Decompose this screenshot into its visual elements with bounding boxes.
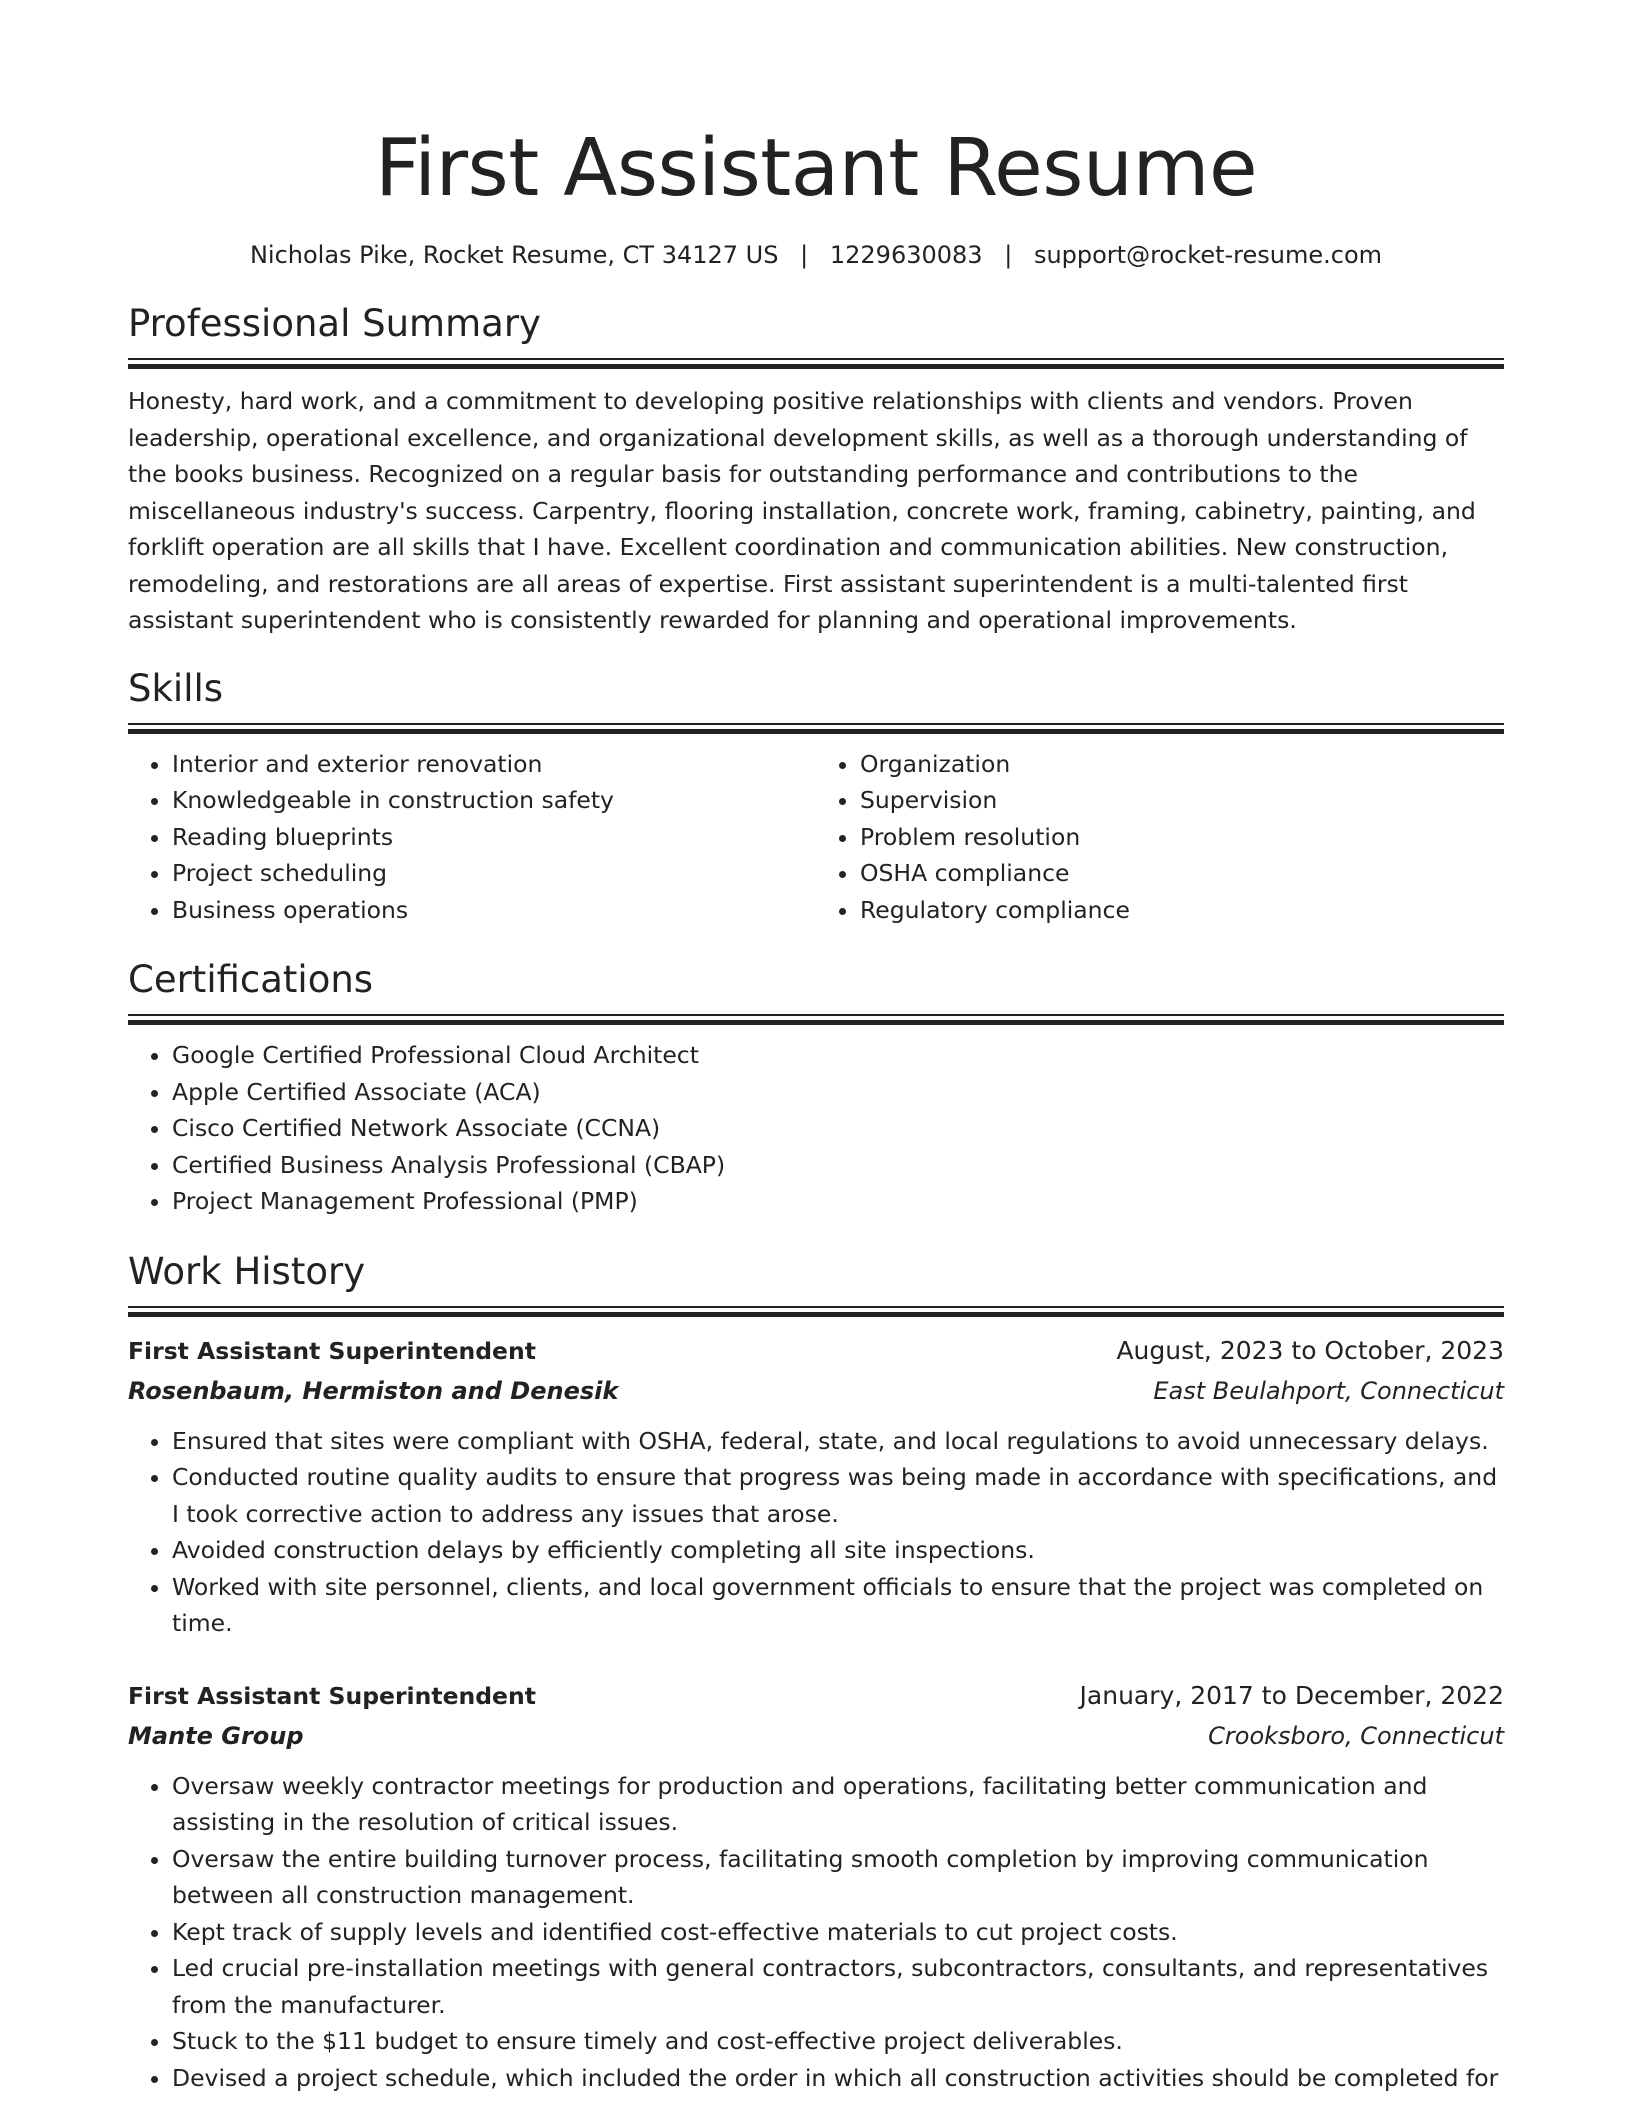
job-bullet: • Led crucial pre-installation meetings with general contractors, subcontractors, consultants, and representatives from the manufacturer. (172, 1950, 1504, 2023)
job-dates: January, 2017 to December, 2022 (1079, 1680, 1504, 1710)
job-bullet: • Stuck to the $11 budget to ensure timely and cost-effective project deliverables. (172, 2023, 1504, 2060)
certification-item: • Cisco Certified Network Associate (CCNA) (172, 1110, 1504, 1147)
certification-item: • Google Certified Professional Cloud Architect (172, 1037, 1504, 1074)
skill-item: • OSHA compliance (860, 855, 1504, 892)
job-company: Mante Group (128, 1721, 304, 1750)
page-title: First Assistant Resume (374, 122, 1258, 214)
skill-item: • Project scheduling (172, 855, 816, 892)
certifications-heading: Certifications (128, 958, 374, 1001)
skill-item: • Supervision (860, 782, 1504, 819)
job-entry (128, 1676, 1504, 2097)
section-divider (128, 723, 1504, 734)
job-bullet: • Oversaw weekly contractor meetings for production and operations, facilitating better communication and assisting in the resolution of critical issues. (172, 1768, 1504, 1841)
contact-address: Nicholas Pike, Rocket Resume, CT 34127 US (249, 241, 779, 269)
section-divider (128, 1014, 1504, 1025)
job-bullets (128, 1768, 1504, 2097)
job-bullet: • Avoided construction delays by efficiently completing all site inspections. (172, 1532, 1504, 1569)
certifications-section (128, 958, 1504, 1220)
skills-list-left (128, 746, 816, 929)
job-location: East Beulahport, Connecticut (1153, 1376, 1504, 1405)
job-dates: August, 2023 to October, 2023 (1116, 1335, 1504, 1365)
summary-heading: Professional Summary (128, 302, 541, 345)
section-divider (128, 1306, 1504, 1317)
job-bullet: • Oversaw the entire building turnover process, facilitating smooth completion by improving communication between all construction management. (172, 1841, 1504, 1914)
job-title: First Assistant Superintendent (128, 1336, 536, 1365)
skills-list-right (816, 746, 1504, 929)
job-bullet: • Kept track of supply levels and identified cost-effective materials to cut project costs. (172, 1914, 1504, 1951)
skill-item: • Reading blueprints (172, 819, 816, 856)
summary-text: Honesty, hard work, and a commitment to developing positive relationships with clients and vendors. Proven leadership, operational excellence, and organizational development skills, as well as a thorough understanding of the books business. Recognized on a regular basis for outstanding performance and contributions to the miscellaneous industry's success. Carpentry, flooring installation, concrete work, framing, cabinetry, painting, and forklift operation are all skills that I have. Excellent coordination and communication abilities. New construction, remodeling, and restorations are all areas of expertise. First assistant superintendent is a multi-talented first assistant superintendent who is consistently rewarded for planning and operational improvements. (128, 387, 1476, 634)
contact-email: support@rocket-resume.com (1033, 241, 1383, 269)
job-bullet: • Conducted routine quality audits to ensure that progress was being made in accordance with specifications, and I took corrective action to address any issues that arose. (172, 1459, 1504, 1532)
job-header-row (128, 1331, 1504, 1371)
skill-item: • Regulatory compliance (860, 892, 1504, 929)
job-company-row (128, 1371, 1504, 1411)
job-location: Crooksboro, Connecticut (1208, 1721, 1504, 1750)
skill-item: • Problem resolution (860, 819, 1504, 856)
skill-item: • Business operations (172, 892, 816, 929)
skill-item: • Organization (860, 746, 1504, 783)
certifications-list (128, 1037, 1504, 1220)
certification-item: • Certified Business Analysis Professional (CBAP) (172, 1147, 1504, 1184)
job-title: First Assistant Superintendent (128, 1681, 536, 1710)
skills-grid (128, 746, 1504, 929)
contact-separator: | (1004, 241, 1013, 269)
contact-separator: | (800, 241, 809, 269)
skills-section (128, 667, 1504, 929)
certification-item: • Apple Certified Associate (ACA) (172, 1074, 1504, 1111)
work-history-heading: Work History (128, 1249, 366, 1293)
summary-section (128, 302, 1504, 639)
work-history-section (128, 1250, 1504, 2097)
job-company-row (128, 1716, 1504, 1756)
job-bullet: • Ensured that sites were compliant with OSHA, federal, state, and local regulations to avoid unnecessary delays. (172, 1423, 1504, 1460)
job-company: Rosenbaum, Hermiston and Denesik (128, 1376, 619, 1405)
skill-item: • Interior and exterior renovation (172, 746, 816, 783)
job-bullets (128, 1423, 1504, 1642)
job-bullet: • Devised a project schedule, which included the order in which all construction activities should be completed for (172, 2060, 1504, 2097)
contact-line (128, 238, 1504, 272)
resume-content (128, 118, 1504, 2096)
skill-item: • Knowledgeable in construction safety (172, 782, 816, 819)
job-header-row (128, 1676, 1504, 1716)
contact-phone: 1229630083 (829, 241, 983, 269)
job-entry (128, 1331, 1504, 1642)
job-bullet: • Worked with site personnel, clients, and local government officials to ensure that the project was completed on time. (172, 1569, 1504, 1642)
section-divider (128, 358, 1504, 369)
skills-heading: Skills (128, 666, 224, 710)
certification-item: • Project Management Professional (PMP) (172, 1183, 1504, 1220)
